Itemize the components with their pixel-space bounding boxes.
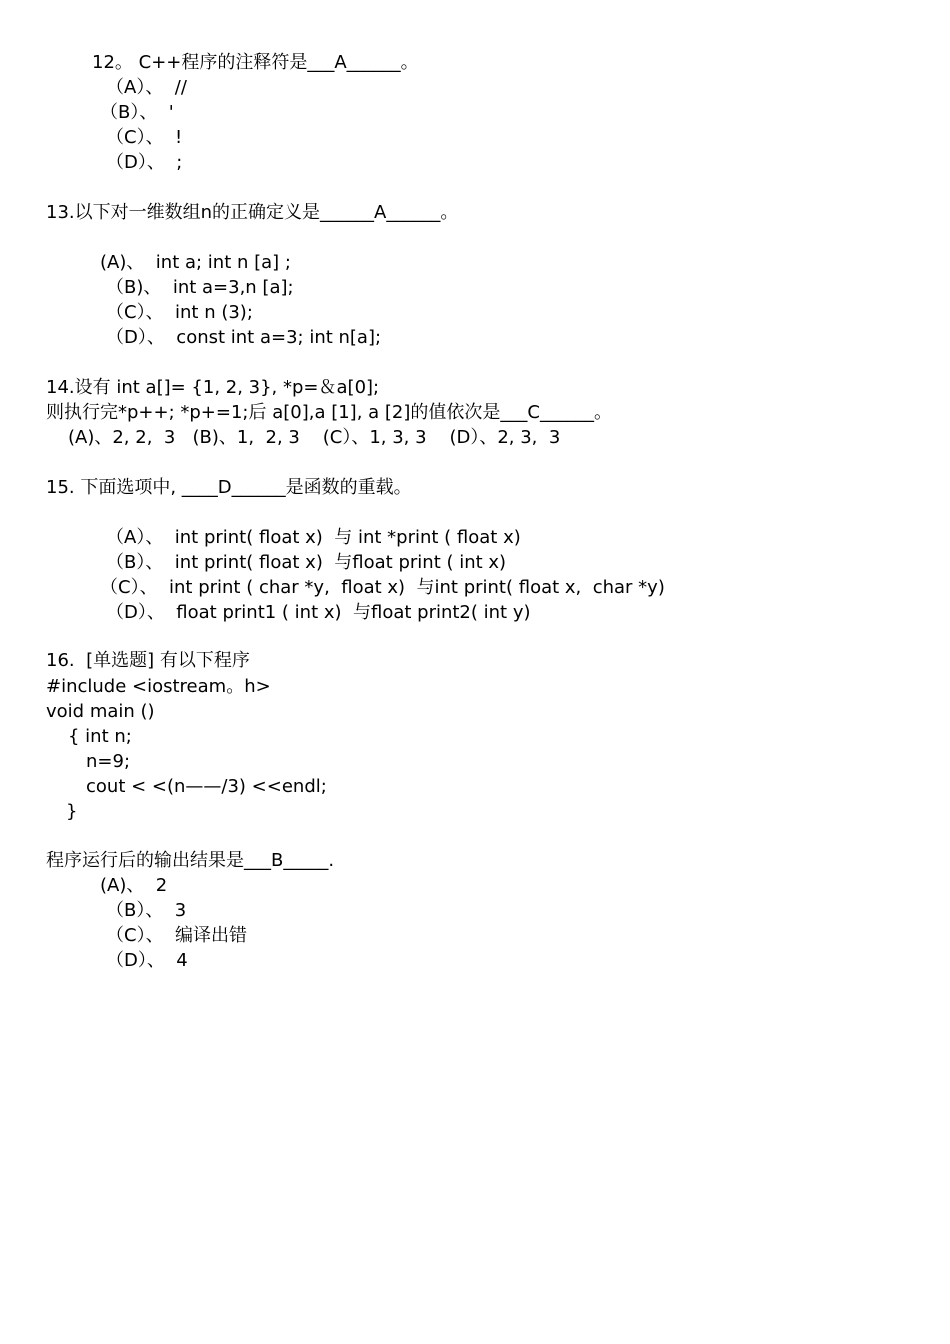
code-line-decl: { int n; (68, 726, 132, 747)
question-13-option-b: （B)、 int a=3,n [a]; (106, 277, 294, 298)
question-16-option-c: （C）、 编译出错 (106, 925, 248, 946)
question-15-option-d: （D）、 float print1 ( int x) 与float print2( int y) (106, 602, 531, 623)
code-line-assign: n=9; (86, 751, 131, 772)
question-12-stem: 12。 C++程序的注释符是___A______。 (92, 52, 419, 73)
code-line-close-brace: } (66, 801, 78, 822)
question-12-option-c: （C）、 ! (106, 127, 183, 148)
question-12-option-d: （D）、 ; (106, 152, 183, 173)
question-13-stem: 13.以下对一维数组n的正确定义是______A______。 (46, 202, 459, 223)
question-16-result-prompt: 程序运行后的输出结果是___B_____. (46, 850, 335, 871)
code-line-main: void main () (46, 701, 155, 722)
question-16-option-a: (A)、 2 (100, 875, 168, 896)
question-12-option-b: （B）、 ' (100, 102, 174, 123)
question-16-option-b: （B）、 3 (106, 900, 187, 921)
code-line-cout: cout < <(n——/3) <<endl; (86, 776, 327, 797)
question-15-option-c: （C）、 int print ( char *y, float x) 与int print( float x, char *y) (100, 577, 665, 598)
question-14-options: (A)、2, 2, 3 (B)、1, 2, 3 (C）、1, 3, 3 (D）、2, 3, 3 (68, 427, 561, 448)
code-line-include: #include <iostream。h> (46, 676, 271, 697)
question-15-option-a: （A）、 int print( float x) 与 int *print ( float x) (106, 527, 521, 548)
question-15-stem: 15. 下面选项中, ____D______是函数的重载。 (46, 477, 412, 498)
question-16-stem: 16. [单选题] 有以下程序 (46, 650, 250, 671)
question-13-option-c: （C）、 int n (3); (106, 302, 253, 323)
question-15-option-b: （B）、 int print( float x) 与float print ( int x) (106, 552, 507, 573)
question-13-option-a: (A)、 int a; int n [a] ; (100, 252, 291, 273)
question-13-option-d: （D）、 const int a=3; int n[a]; (106, 327, 382, 348)
question-16-option-d: （D）、 4 (106, 950, 188, 971)
question-12-option-a: （A）、 // (106, 77, 187, 98)
question-14-stem-line-2: 则执行完*p++; *p+=1;后 a[0],a [1], a [2]的值依次是___C______。 (46, 402, 612, 423)
question-14-stem-line-1: 14.设有 int a[]= {1, 2, 3}, *p=＆a[0]; (46, 377, 380, 398)
